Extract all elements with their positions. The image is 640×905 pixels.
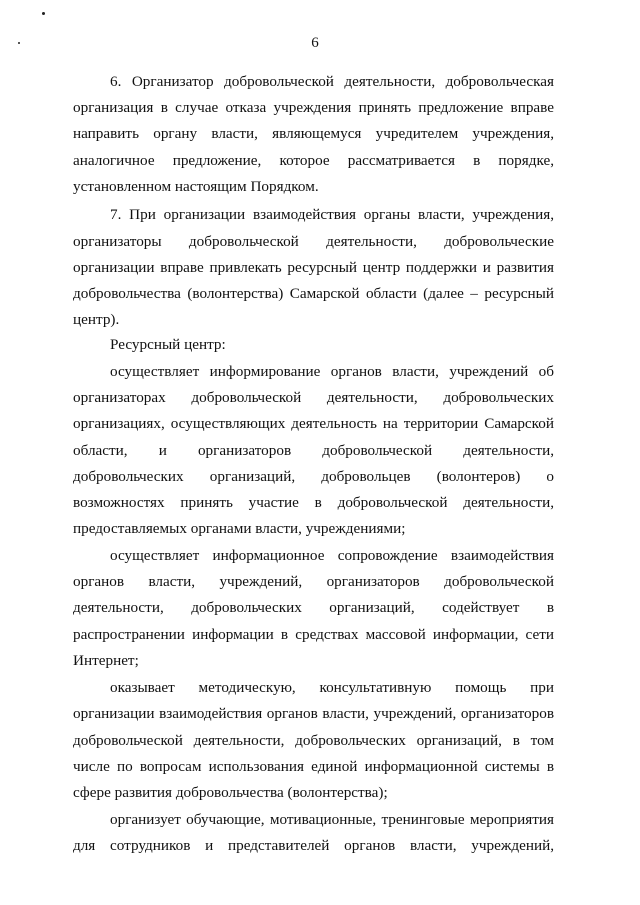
text-line: организаторах добровольческой деятельности, добровольческих	[73, 389, 554, 406]
text-line: направить органу власти, являющемуся учредителем учреждения,	[73, 125, 554, 142]
text-line: оказывает методическую, консультативную помощь при	[110, 679, 554, 696]
scan-speck	[42, 12, 45, 15]
text-line: распространении информации в средствах массовой информации, сети	[73, 626, 554, 643]
text-line: установленном настоящим Порядком.	[73, 178, 319, 195]
page-number: 6	[311, 35, 319, 51]
text-line: осуществляет информационное сопровождение взаимодействия	[110, 547, 554, 564]
text-line: аналогичное предложение, которое рассматривается в порядке,	[73, 152, 554, 169]
text-line: 7. При организации взаимодействия органы власти, учреждения,	[110, 206, 554, 223]
text-line: числе по вопросам использования единой информационной системы в	[73, 758, 554, 775]
text-line: сфере развития добровольчества (волонтерства);	[73, 784, 388, 801]
text-line: организации вправе привлекать ресурсный центр поддержки и развития	[73, 259, 554, 276]
text-line: деятельности, добровольческих организаций, содействует в	[73, 599, 554, 616]
text-line: Ресурсный центр:	[110, 336, 226, 353]
text-line: предоставляемых органами власти, учреждениями;	[73, 520, 406, 537]
text-line: организует обучающие, мотивационные, тренинговые мероприятия	[110, 811, 554, 828]
text-line: 6. Организатор добровольческой деятельности, добровольческая	[110, 73, 554, 90]
text-line: центр).	[73, 311, 120, 328]
text-line: добровольческих организаций, добровольцев (волонтеров) о	[73, 468, 554, 485]
text-line: Интернет;	[73, 652, 139, 669]
text-line: добровольческой деятельности, добровольческих организаций, в том	[73, 732, 554, 749]
text-line: организациях, осуществляющих деятельность на территории Самарской	[73, 415, 554, 432]
text-line: области, и организаторов добровольческой деятельности,	[73, 442, 554, 459]
text-line: возможностях принять участие в добровольческой деятельности,	[73, 494, 554, 511]
text-line: организаторы добровольческой деятельности, добровольческие	[73, 233, 554, 250]
text-line: добровольчества (волонтерства) Самарской области (далее – ресурсный	[73, 285, 554, 302]
text-line: организации взаимодействия органов власти, учреждений, организаторов	[73, 705, 554, 722]
text-line: органов власти, учреждений, организаторов добровольческой	[73, 573, 554, 590]
text-line: осуществляет информирование органов власти, учреждений об	[110, 363, 554, 380]
text-line: организация в случае отказа учреждения принять предложение вправе	[73, 99, 554, 116]
text-line: для сотрудников и представителей органов власти, учреждений,	[73, 837, 554, 854]
